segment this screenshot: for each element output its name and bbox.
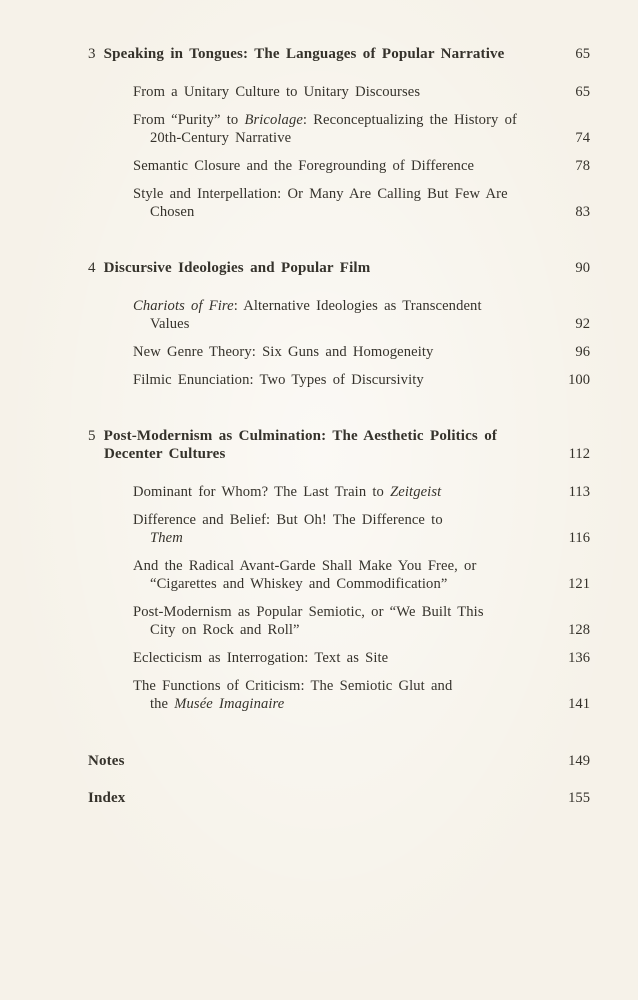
text-run: New Genre Theory: Six Guns and Homogeneity <box>133 344 434 360</box>
toc-section-entry <box>133 157 590 175</box>
page-number: 83 <box>575 204 590 220</box>
toc-section-entry <box>133 371 590 389</box>
toc-chapter-block <box>88 259 590 389</box>
section-line <box>133 695 533 713</box>
backmatter-entry <box>88 789 590 807</box>
text-run: The Functions of Criticism: The Semiotic Glut and <box>133 678 453 694</box>
section-line <box>133 621 533 639</box>
italic-run: Them <box>150 530 183 546</box>
chapter-title-lines <box>88 427 533 463</box>
toc-section-entry <box>133 649 590 667</box>
section-lines <box>133 371 533 389</box>
text-run: Eclecticism as Interrogation: Text as Site <box>133 650 389 666</box>
section-line <box>133 203 533 221</box>
toc-section-entry <box>133 483 590 501</box>
text-run: Discursive Ideologies and Popular Film <box>103 260 371 276</box>
backmatter-label: Index <box>88 790 126 806</box>
text-run: From “Purity” to <box>133 112 245 128</box>
chapter-title-lines <box>88 45 533 63</box>
page-number: 90 <box>575 260 590 276</box>
toc-chapter-entry <box>88 45 590 63</box>
section-line <box>133 315 533 333</box>
page-number: 92 <box>575 316 590 332</box>
page-number: 100 <box>568 372 590 388</box>
italic-run: Bricolage <box>244 112 303 128</box>
text-run: Filmic Enunciation: Two Types of Discursivity <box>133 372 424 388</box>
section-lines <box>133 511 533 547</box>
section-lines <box>133 603 533 639</box>
section-line <box>133 343 533 361</box>
page-number: 65 <box>575 46 590 62</box>
page-number: 113 <box>568 484 590 500</box>
text-run: Dominant for Whom? The Last Train to <box>133 484 391 500</box>
page-number: 136 <box>568 650 590 666</box>
section-line <box>133 129 533 147</box>
text-run: From a Unitary Culture to Unitary Discourses <box>133 84 421 100</box>
section-line <box>133 603 533 621</box>
text-run: Difference and Belief: But Oh! The Difference to <box>133 512 443 528</box>
section-lines <box>133 297 533 333</box>
toc-chapter-entry <box>88 259 590 277</box>
section-line <box>133 557 533 575</box>
section-line <box>133 529 533 547</box>
section-line <box>133 649 533 667</box>
section-lines <box>133 677 533 713</box>
toc-section-entry <box>133 511 590 547</box>
section-lines <box>133 111 533 147</box>
chapter-title-line <box>88 45 533 63</box>
text-run: Values <box>150 316 190 332</box>
section-line <box>133 483 533 501</box>
section-lines <box>133 483 533 501</box>
chapter-title-line <box>88 259 533 277</box>
page-number: 74 <box>575 130 590 146</box>
section-line <box>133 371 533 389</box>
page-number: 155 <box>568 790 590 806</box>
page-number: 141 <box>568 696 590 712</box>
text-run: “Cigarettes and Whiskey and Commodification” <box>150 576 448 592</box>
section-line <box>133 511 533 529</box>
section-line <box>133 297 533 315</box>
chapter-title-line <box>88 427 533 445</box>
chapter-title-line <box>88 445 533 463</box>
section-lines <box>133 83 533 101</box>
backmatter-label: Notes <box>88 753 125 769</box>
text-run: Speaking in Tongues: The Languages of Popular Narrative <box>103 46 505 62</box>
section-lines <box>133 343 533 361</box>
toc-chapter-entry <box>88 427 590 463</box>
toc-section-entry <box>133 111 590 147</box>
section-line <box>133 83 533 101</box>
page-number: 116 <box>568 530 590 546</box>
page-number: 65 <box>575 84 590 100</box>
toc-section-entry <box>133 343 590 361</box>
section-line <box>133 111 533 129</box>
section-line <box>133 157 533 175</box>
chapter-number: 4 <box>88 260 96 276</box>
chapter-number: 3 <box>88 46 96 62</box>
toc <box>88 45 590 807</box>
section-lines <box>133 185 533 221</box>
toc-section-entry <box>133 677 590 713</box>
backmatter-entry <box>88 752 590 770</box>
text-run: Style and Interpellation: Or Many Are Calling But Few Are <box>133 186 508 202</box>
text-run: : Alternative Ideologies as Transcendent <box>233 298 482 314</box>
toc-backmatter <box>88 752 590 807</box>
toc-section-entry <box>133 297 590 333</box>
text-run: Post-Modernism as Popular Semiotic, or “We Built This <box>133 604 484 620</box>
toc-chapter-block <box>88 427 590 713</box>
text-run: Chosen <box>150 204 195 220</box>
text-run: 20th-Century Narrative <box>150 130 292 146</box>
toc-chapter-block <box>88 45 590 221</box>
text-run: Semantic Closure and the Foregrounding of Difference <box>133 158 475 174</box>
text-run: City on Rock and Roll” <box>150 622 300 638</box>
text-run: Decenter Cultures <box>104 446 226 462</box>
page-number: 78 <box>575 158 590 174</box>
text-run: Post-Modernism as Culmination: The Aesthetic Politics of <box>103 428 497 444</box>
chapter-sections <box>88 297 590 389</box>
section-lines <box>133 557 533 593</box>
chapter-title-lines <box>88 259 533 277</box>
chapter-number: 5 <box>88 428 96 444</box>
toc-section-entry <box>133 603 590 639</box>
section-line <box>133 185 533 203</box>
italic-run: Musée Imaginaire <box>174 696 285 712</box>
page-number: 121 <box>568 576 590 592</box>
section-line <box>133 575 533 593</box>
italic-run: Zeitgeist <box>390 484 442 500</box>
text-run: And the Radical Avant-Garde Shall Make You Free, or <box>133 558 477 574</box>
section-lines <box>133 649 533 667</box>
section-line <box>133 677 533 695</box>
chapter-sections <box>88 83 590 221</box>
section-lines <box>133 157 533 175</box>
toc-section-entry <box>133 557 590 593</box>
toc-section-entry <box>133 185 590 221</box>
italic-run: Chariots of Fire <box>133 298 234 314</box>
text-run: : Reconceptualizing the History of <box>302 112 517 128</box>
page-number: 128 <box>568 622 590 638</box>
page-number: 112 <box>568 446 590 462</box>
page-number: 149 <box>568 753 590 769</box>
page-number: 96 <box>575 344 590 360</box>
text-run: the <box>150 696 175 712</box>
toc-section-entry <box>133 83 590 101</box>
chapter-sections <box>88 483 590 713</box>
